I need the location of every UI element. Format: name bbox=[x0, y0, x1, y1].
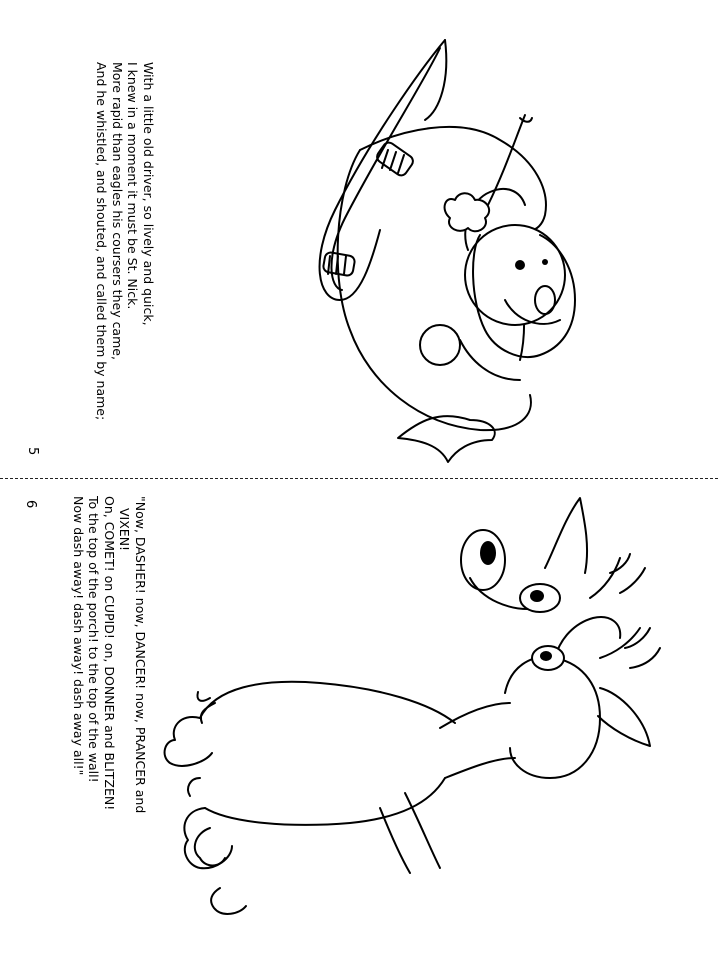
page-6 bbox=[0, 478, 718, 957]
page-number-5: 5 bbox=[25, 447, 40, 456]
verse-line: And he whistled, and shouted, and called them by name; bbox=[94, 62, 110, 421]
verse-line: "Now, DASHER! now, DANCER! now, PRANCER and bbox=[133, 496, 148, 814]
verse-line: On, COMET! on CUPID! on, DONNER and BLITZEN! bbox=[102, 496, 117, 811]
verse-line: To the top of the porch! to the top of the wall! bbox=[86, 496, 102, 783]
verse-line: VIXEN! bbox=[117, 508, 133, 552]
verse-line: Now dash away! dash away! dash away all!" bbox=[71, 496, 86, 776]
verse-line: With a little old driver, so lively and quick, bbox=[141, 62, 156, 326]
santa-sleigh-icon bbox=[0, 0, 718, 478]
verse-line: More rapid than eagles his coursers they came, bbox=[110, 62, 125, 360]
page-5 bbox=[0, 0, 718, 478]
verse-line: I knew in a moment it must be St. Nick. bbox=[125, 62, 141, 310]
reindeer-icon bbox=[0, 478, 718, 957]
page-number-6: 6 bbox=[23, 500, 38, 509]
